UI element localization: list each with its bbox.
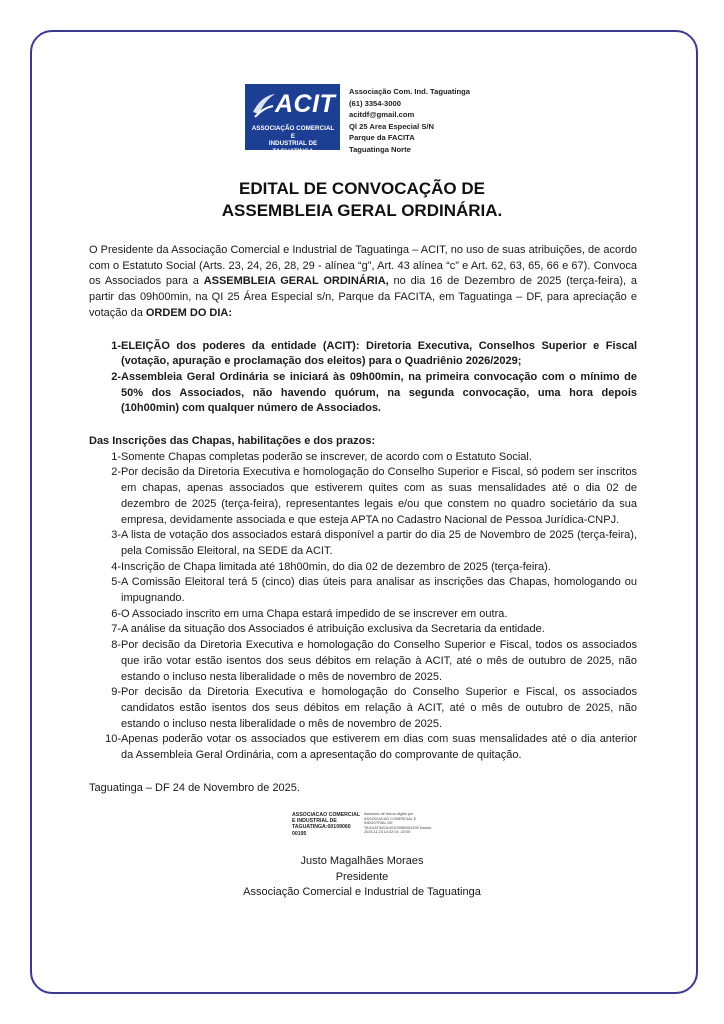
inscription-item: 2- Por decisão da Diretoria Executiva e homologação do Conselho Superior e Fiscal, só podem ser inscritos em chapas, apenas associados que estiverem quites com as suas mensalidades até o dia 02 de dezembro de 2025 (terça-feira), representantes legais e/ou que constem no quadro societário da sua empresa, devidamente associada e que esteja APTA no Cadastro Nacional de Pessoa Jurídica-CNPJ. [111, 466, 637, 526]
signatory-org: Associação Comercial e Industrial de Taguatinga [243, 886, 481, 898]
inscription-item: 9- Por decisão da Diretoria Executiva e homologação do Conselho Superior e Fiscal, os associados candidatos estão isentos dos seus débitos em relação à ACIT, até o mês de outubro de 2025, não estando o incluso nesta liberalidade o mês de novembro de 2025. [111, 686, 637, 730]
inscriptions-list [89, 450, 637, 764]
contact-line: Ql 25 Area Especial S/N [349, 121, 434, 131]
acit-logo [245, 84, 340, 155]
contact-line: Taguatinga Norte [349, 144, 411, 154]
agenda-item: 1- ELEIÇÃO dos poderes da entidade (ACIT): Diretoria Executiva, Conselhos Superior e Fiscal (votação, apuração e proclamação dos eleitos) para o Quadriênio 2026/2029; [111, 339, 637, 368]
document-body [89, 243, 637, 797]
inscription-item: 7- A análise da situação dos Associados é atribuição exclusiva da Secretaria da entidade. [111, 623, 545, 636]
inscriptions-heading: Das Inscrições das Chapas, habilitações e dos prazos: [89, 435, 376, 448]
contact-info [349, 86, 470, 155]
document-title: EDITAL DE CONVOCAÇÃO DE ASSEMBLEIA GERAL ORDINÁRIA. [221, 179, 503, 220]
agenda-list [89, 339, 637, 418]
inscription-item: 1- Somente Chapas completas poderão se inscrever, de acordo com o Estatuto Social. [111, 450, 532, 463]
logo-subtitle: ASSOCIAÇÃO COMERCIAL E INDUSTRIAL DE TAGUATINGA [251, 125, 335, 155]
swoosh-icon [251, 90, 277, 120]
digital-signature-details: Assinado de forma digital por ASSOCIACAO COMERCIAL E INDUSTRIAL DE TAGUATINGA:00109060000195 Dados: 2025.11.23 14:32:04 -03'00' [364, 812, 432, 835]
digital-signature-name: ASSOCIACAO COMERCIAL E INDUSTRIAL DE TAGUATINGA:00109060 00195 [292, 812, 360, 837]
signatory-role: Presidente [335, 870, 389, 883]
intro-paragraph: O Presidente da Associação Comercial e Industrial de Taguatinga – ACIT, no uso de suas atribuições, de acordo com o Estatuto Social (Arts. 23, 24, 26, 28, 29 - alínea “g”, Art. 43 alínea “c” e Art. 62, 63, 65, 66 e 67). Convoca os Associados para a ASSEMBLEIA GERAL ORDINÁRIA, no dia 16 de Dezembro de 2025 (terça-feira), a partir das 09h00min, na QI 25 Área Especial s/n, Parque da FACITA, em Taguatinga – DF, para apreciação e votação da ORDEM DO DIA: [89, 244, 637, 319]
inscription-item: 8- Por decisão da Diretoria Executiva e homologação do Conselho Superior e Fiscal, todos os associados que irão votar estão isentos dos seus débitos em relação à ACIT, até o mês de outubro de 2025, não estando o incluso nesta liberalidade o mês de novembro de 2025. [111, 639, 637, 683]
inscription-item: 5- A Comissão Eleitoral terá 5 (cinco) dias úteis para analisar as inscrições das Chapas, homologando ou impugnando. [111, 576, 637, 605]
signature-block [0, 812, 724, 901]
inscription-item: 3- A lista de votação dos associados estará disponível a partir do dia 25 de Novembro de 2025 (terça-feira), pela Comissão Eleitoral, na SEDE da ACIT. [111, 529, 637, 557]
signatory [0, 854, 724, 901]
inscription-item: 6- O Associado inscrito em uma Chapa estará impedido de se inscrever em outra. [111, 607, 508, 620]
logo-wordmark: ACIT [275, 90, 336, 118]
inscription-item: 10- Apenas poderão votar os associados que estiverem em dias com suas mensalidades até o dia anterior da Assembleia Geral Ordinária, com a apresentação do comprovante de quitação. [105, 733, 637, 762]
inscription-item: 4- Inscrição de Chapa limitada até 18h00min, do dia 02 de dezembro de 2025 (terça-feira). [111, 560, 551, 573]
signatory-name: Justo Magalhães Moraes [300, 855, 424, 867]
date-line: Taguatinga – DF 24 de Novembro de 2025. [89, 781, 300, 794]
digital-signature [292, 812, 432, 854]
agenda-item: 2- Assembleia Geral Ordinária se iniciará às 09h00min, na primeira convocação com o mínimo de 50% dos Associados, não havendo quórum, na segunda convocação, uma hora depois (10h00min) com qualquer número de Associados. [111, 370, 637, 415]
contact-line: Parque da FACITA [349, 133, 415, 142]
contact-line: (61) 3354-3000 [349, 98, 401, 108]
contact-line: acitdf@gmail.com [349, 110, 415, 119]
contact-line: Associação Com. Ind. Taguatinga [349, 87, 470, 96]
